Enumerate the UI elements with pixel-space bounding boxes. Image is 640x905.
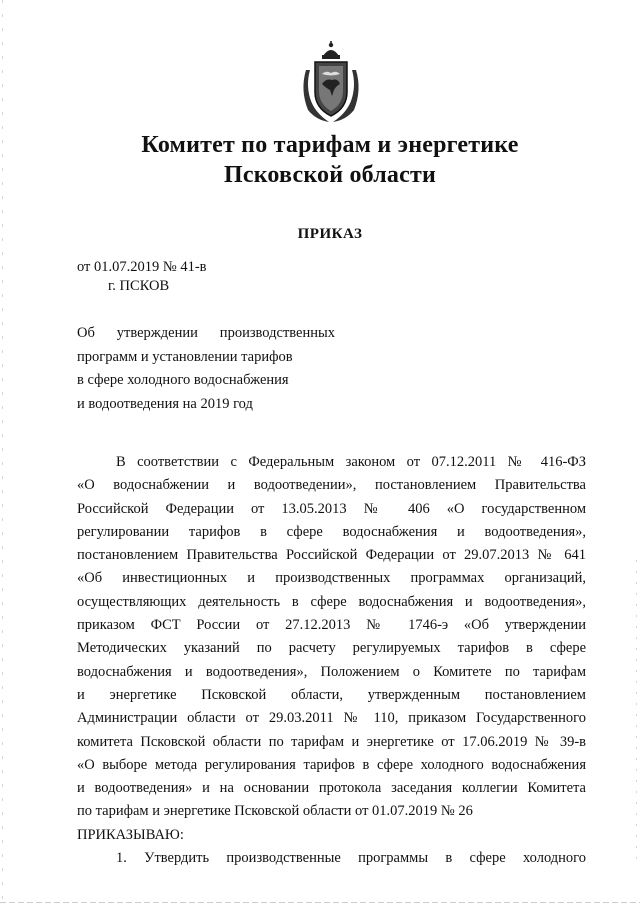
subject-line: Об утверждении производственных (77, 325, 335, 341)
coat-of-arms-emblem-icon (296, 40, 366, 124)
subject-line: программ и установлении тарифов (77, 348, 293, 365)
body-line: и энергетике Псковской области, утвержденным постановлением (77, 686, 586, 703)
body-line: «Об инвестиционных и производственных программах организаций, (77, 570, 586, 587)
body-line: постановлением Правительства Российской Федерации от 29.07.2013 № 641 (77, 547, 586, 564)
body-line: и водоотведения» и на основании протокола заседания коллегии Комитета (77, 780, 586, 797)
scan-edge-bottom (0, 902, 640, 903)
body-line: комитета Псковской области по тарифам и энергетике от 17.06.2019 № 39-в (77, 733, 586, 750)
body-line: приказом ФСТ России от 27.12.2013 № 1746-э «Об утверждении (77, 617, 586, 634)
order-body-text (77, 451, 586, 870)
body-line: осуществляющих деятельность в сфере водоснабжения и водоотведения», (77, 593, 586, 610)
body-line: регулировании тарифов в сфере водоснабжения и водоотведения», (77, 523, 586, 540)
subject-line: в сфере холодного водоснабжения (77, 372, 289, 388)
body-line: «О водоснабжении и водоотведении», постановлением Правительства (77, 477, 586, 494)
body-line-item-1: 1. Утвердить производственные программы в сфере холодного (116, 850, 586, 867)
committee-title-line-2: Псковской области (223, 162, 437, 188)
body-line: В соответствии с Федеральным законом от 07.12.2011 № 416-ФЗ (116, 454, 586, 470)
scan-edge-left (2, 0, 3, 905)
order-subject (77, 322, 335, 416)
body-line: Методических указаний по расчету регулируемых тарифов в сфере (77, 640, 586, 657)
body-line: по тарифам и энергетике Псковской области от 01.07.2019 № 26 (77, 803, 473, 820)
body-line: «О выборе метода регулирования тарифов в сфере холодного водоснабжения (77, 756, 586, 773)
order-city: г. ПСКОВ (108, 278, 170, 294)
scan-edge-right (636, 560, 637, 860)
subject-line: и водоотведения на 2019 год (77, 395, 253, 412)
body-line-orders: ПРИКАЗЫВАЮ: (77, 826, 184, 843)
order-title: ПРИКАЗ (297, 226, 363, 242)
body-line: Администрации области от 29.03.2011 № 110, приказом Государственного (77, 710, 586, 727)
body-line: водоснабжения и водоотведения», Положением о Комитете по тарифам (77, 663, 586, 680)
body-line: Российской Федерации от 13.05.2013 № 406 «О государственном (77, 500, 586, 517)
order-date-number: от 01.07.2019 № 41-в (77, 259, 207, 275)
committee-title-line-1: Комитет по тарифам и энергетике (141, 132, 519, 158)
